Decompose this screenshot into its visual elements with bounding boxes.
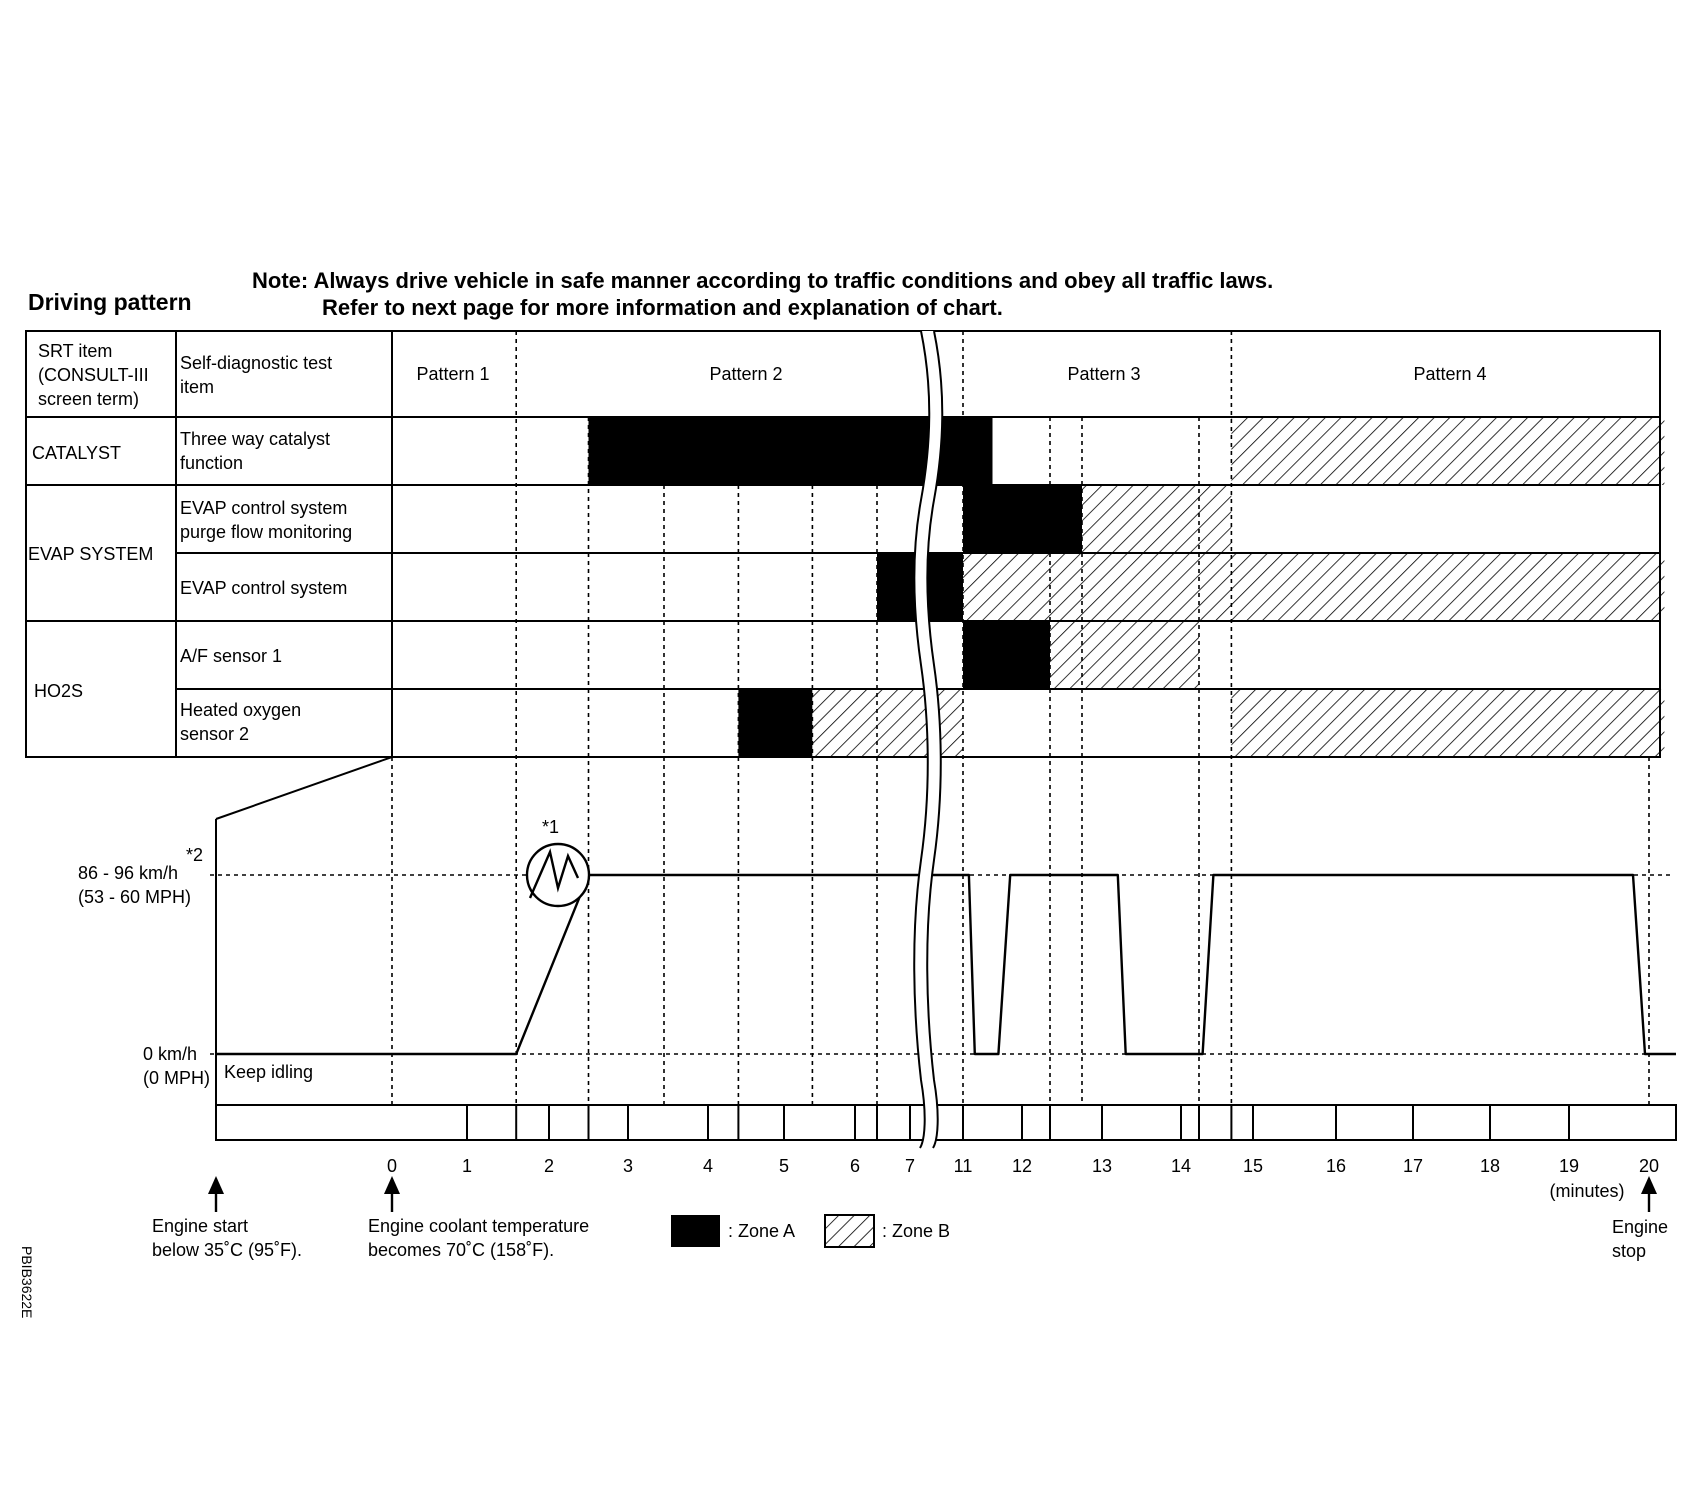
- zone-a-bar-row-5-1: [738, 689, 812, 757]
- group-ho2s: HO2S: [34, 681, 84, 701]
- x-tick-label-7: 7: [904, 1156, 916, 1176]
- y-label-low-line-2: (0 MPH): [143, 1068, 210, 1088]
- header-pattern-3: Pattern 3: [1067, 364, 1141, 384]
- y-label-low-line-1: 0 km/h: [142, 1044, 197, 1064]
- zone-bars: [589, 417, 1665, 757]
- x-tick-label-5: 5: [778, 1156, 790, 1176]
- chart-frame: [216, 757, 1676, 1140]
- x-tick-label-20: 20: [1638, 1156, 1660, 1176]
- note-line-1: Note: Always drive vehicle in safe manner according to traffic conditions and obey all traffic laws.: [252, 268, 1274, 293]
- zone-b-bar-row-4-2: [1050, 621, 1199, 689]
- zone-b-bar-row-1-2: [1231, 417, 1664, 485]
- y-label-high-footnote: *2: [186, 845, 204, 865]
- y-label-high-line-2: (53 - 60 MPH): [78, 887, 192, 907]
- x-tick-label-15: 15: [1242, 1156, 1264, 1176]
- arrows: [208, 1176, 1657, 1212]
- figure-code: PBIB3622E: [19, 1246, 35, 1319]
- x-tick-label-16: 16: [1325, 1156, 1347, 1176]
- x-tick-label-18: 18: [1479, 1156, 1501, 1176]
- header-pattern-2: Pattern 2: [709, 364, 783, 384]
- engine-start-line-1: Engine start: [152, 1216, 249, 1236]
- zone-a-bar-row-2-1: [963, 485, 1082, 553]
- header-srt-item-line-3: screen term): [38, 389, 140, 409]
- header-pattern-4: Pattern 4: [1413, 364, 1487, 384]
- row-three-way-catalyst-line-2: function: [180, 453, 244, 473]
- x-tick-label-17: 17: [1402, 1156, 1424, 1176]
- row-heated-oxygen-line-2: sensor 2: [180, 724, 250, 744]
- y-label-high-line-1: 86 - 96 km/h: [78, 863, 179, 883]
- legend-zone-b-swatch: [825, 1215, 874, 1247]
- row-heated-oxygen-line-1: Heated oxygen: [180, 700, 302, 720]
- coolant-line-1: Engine coolant temperature: [368, 1216, 590, 1236]
- header-test-item-line-2: item: [180, 377, 215, 397]
- engine-stop-line-2: stop: [1612, 1241, 1647, 1261]
- engine-start-line-2: below 35˚C (95˚F).: [152, 1240, 303, 1260]
- x-tick-label-13: 13: [1091, 1156, 1113, 1176]
- zone-a-bar-row-4-1: [963, 621, 1050, 689]
- row-evap-control-system: EVAP control system: [180, 578, 348, 598]
- keep-idling-label: Keep idling: [224, 1062, 314, 1082]
- minutes-label: (minutes): [1549, 1181, 1625, 1201]
- header-pattern-1: Pattern 1: [416, 364, 490, 384]
- engine-stop-line-1: Engine: [1612, 1217, 1669, 1237]
- speed-profile-line: [216, 875, 1676, 1054]
- coolant-line-2: becomes 70˚C (158˚F).: [368, 1240, 555, 1260]
- zone-b-bar-row-5-3: [1231, 689, 1664, 757]
- x-tick-label-12: 12: [1011, 1156, 1033, 1176]
- x-tick-label-14: 14: [1170, 1156, 1192, 1176]
- x-tick-label-4: 4: [702, 1156, 714, 1176]
- diagram-title: Driving pattern: [28, 289, 192, 315]
- row-evap-purge-flow-line-1: EVAP control system: [180, 498, 348, 518]
- note-line-2: Refer to next page for more information and explanation of chart.: [322, 295, 1003, 320]
- x-tick-label-6: 6: [849, 1156, 861, 1176]
- x-tick-label-0: 0: [386, 1156, 398, 1176]
- x-tick-label-3: 3: [622, 1156, 634, 1176]
- header-test-item-line-1: Self-diagnostic test: [180, 353, 333, 373]
- legend-zone-a-swatch: [671, 1215, 720, 1247]
- footnote-1-label: *1: [542, 817, 560, 837]
- legend-zone-b-label: : Zone B: [882, 1221, 951, 1241]
- x-tick-label-1: 1: [461, 1156, 473, 1176]
- group-evap-system: EVAP SYSTEM: [28, 544, 154, 564]
- legend-zone-a-label: : Zone A: [728, 1221, 796, 1241]
- row-af-sensor-1: A/F sensor 1: [180, 646, 283, 666]
- x-tick-label-19: 19: [1558, 1156, 1580, 1176]
- acceleration-marker: [527, 844, 589, 906]
- row-evap-purge-flow-line-2: purge flow monitoring: [180, 522, 353, 542]
- speed-reference-lines: [210, 875, 1670, 1054]
- header-srt-item-line-1: SRT item: [38, 341, 113, 361]
- zone-b-bar-row-2-2: [1082, 485, 1231, 553]
- row-three-way-catalyst-line-1: Three way catalyst: [180, 429, 331, 449]
- group-catalyst: CATALYST: [32, 443, 122, 463]
- zone-b-bar-row-3-2: [963, 553, 1664, 621]
- header-srt-item-line-2: (CONSULT-III: [38, 365, 149, 385]
- x-tick-label-2: 2: [543, 1156, 555, 1176]
- x-tick-label-11: 11: [953, 1156, 973, 1176]
